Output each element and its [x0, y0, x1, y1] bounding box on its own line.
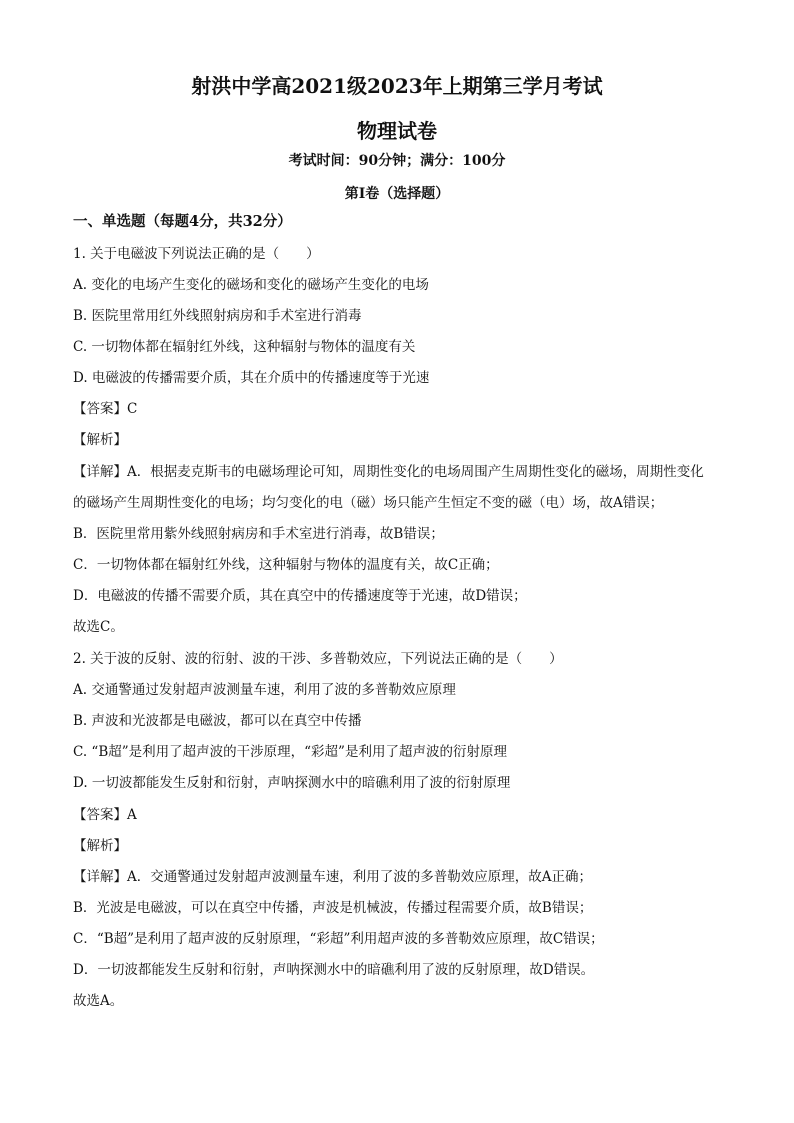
question-2-detail-line: B．光波是电磁波，可以在真空中传播，声波是机械波，传播过程需要介质，故B错误； [73, 900, 593, 916]
question-2-option-a: A. 交通警通过发射超声波测量车速，利用了波的多普勒效应原理 [73, 682, 456, 698]
question-1-option-c: C. 一切物体都在辐射红外线，这种辐射与物体的温度有关 [73, 339, 416, 355]
question-2-option-c: C. “B超”是利用了超声波的干涉原理，“彩超”是利用了超声波的衍射原理 [73, 744, 507, 760]
question-1-detail-line: 的磁场产生周期性变化的电场；均匀变化的电（磁）场只能产生恒定不变的磁（电）场，故A错误； [73, 495, 664, 511]
question-1-option-d: D. 电磁波的传播需要介质，其在介质中的传播速度等于光速 [73, 370, 430, 386]
question-2-conclusion: 故选A。 [73, 993, 124, 1009]
question-2-option-b: B. 声波和光波都是电磁波，都可以在真空中传播 [73, 713, 362, 729]
question-1-option-a: A. 变化的电场产生变化的磁场和变化的磁场产生变化的电场 [73, 277, 429, 293]
question-1-stem: 1. 关于电磁波下列说法正确的是（ ） [73, 246, 320, 262]
question-1-answer: 【答案】C [73, 401, 138, 417]
question-2-stem: 2. 关于波的反射、波的衍射、波的干涉、多普勒效应，下列说法正确的是（ ） [73, 651, 563, 667]
question-1-detail-line: B．医院里常用紫外线照射病房和手术室进行消毒，故B错误； [73, 526, 444, 542]
question-1-detail-line: C．一切物体都在辐射红外线，这种辐射与物体的温度有关，故C正确； [73, 557, 499, 573]
question-1-option-b: B. 医院里常用红外线照射病房和手术室进行消毒 [73, 308, 362, 324]
question-2-answer: 【答案】A [73, 807, 137, 823]
question-1-detail-line: 【详解】A．根据麦克斯韦的电磁场理论可知，周期性变化的电场周围产生周期性变化的磁场，周期性变化 [73, 464, 704, 480]
question-1-conclusion: 故选C。 [73, 619, 124, 635]
question-2-detail-line: 【详解】A．交通警通过发射超声波测量车速，利用了波的多普勒效应原理，故A正确； [73, 869, 592, 885]
section-heading: 一、单选题（每题4分，共32分） [73, 213, 292, 230]
exam-title: 射洪中学高2021级2023年上期第三学月考试 [191, 74, 603, 98]
exam-subtitle: 物理试卷 [357, 119, 437, 143]
volume-label: 第I卷（选择题） [344, 186, 450, 202]
question-1-detail-line: D．电磁波的传播不需要介质，其在真空中的传播速度等于光速，故D错误； [73, 588, 527, 604]
question-2-detail-line: D．一切波都能发生反射和衍射，声呐探测水中的暗礁利用了波的反射原理，故D错误。 [73, 962, 595, 978]
question-2-option-d: D. 一切波都能发生反射和衍射，声呐探测水中的暗礁利用了波的衍射原理 [73, 775, 511, 791]
exam-info: 考试时间：90分钟；满分：100分 [288, 153, 506, 169]
question-2-detail-line: C．“B超”是利用了超声波的反射原理，“彩超”利用超声波的多普勒效应原理，故C错误； [73, 931, 604, 947]
question-2-analysis-label: 【解析】 [73, 838, 127, 854]
question-1-analysis-label: 【解析】 [73, 432, 127, 448]
